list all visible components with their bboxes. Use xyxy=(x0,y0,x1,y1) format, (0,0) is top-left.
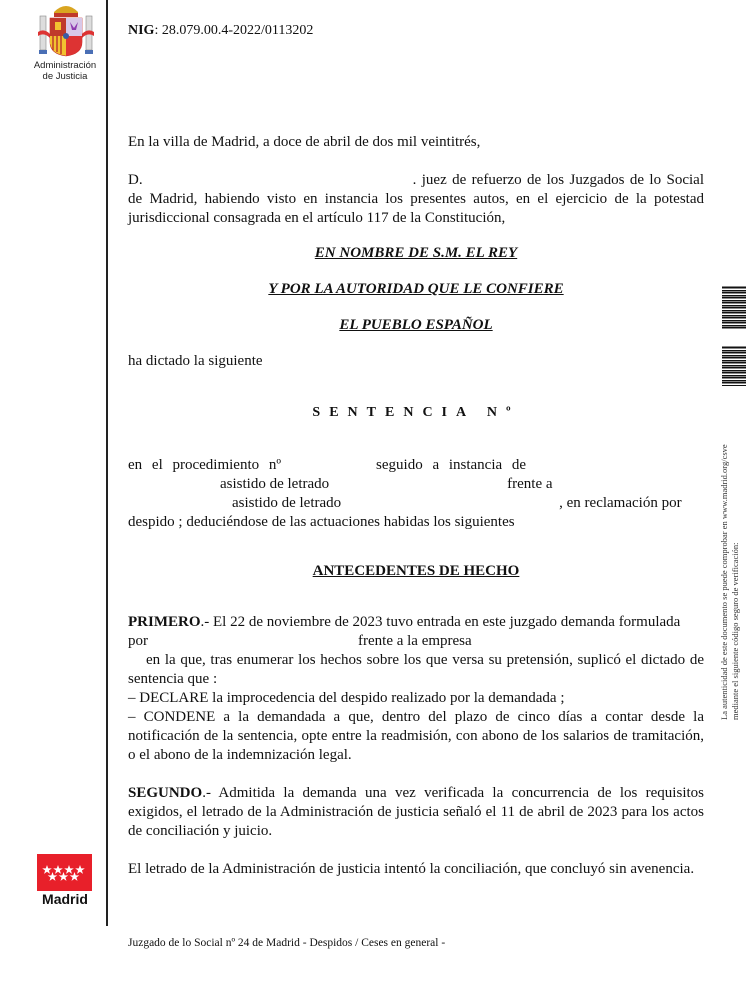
barcode-stripe xyxy=(722,329,746,330)
seal-caption-line-1: Administración xyxy=(33,60,97,71)
primero-label: PRIMERO xyxy=(128,614,201,630)
barcode-bottom xyxy=(722,346,746,386)
title-en-nombre: EN NOMBRE DE S.M. EL REY xyxy=(314,245,518,261)
proc-text-7: despido ; deduciéndose de las actuaciones habidas los siguientes xyxy=(128,514,515,530)
proc-text-5: asistido de letrado xyxy=(232,495,342,511)
primero-text-1: .- El 22 de noviembre de 2023 tuvo entrada en este juzgado demanda formulada xyxy=(200,614,681,630)
document-body xyxy=(128,133,704,879)
primero-text-2b: frente a la empresa xyxy=(358,633,472,649)
primero-condene: – CONDENE a la demandada a que, dentro del plazo de cinco días a contar desde la notificación de la sentencia, opte entre la readmisión, con abono de los salarios de tramitación, o el abono de la indemnización legal. xyxy=(128,709,704,763)
footer-court: Juzgado de lo Social nº 24 de Madrid - Despidos / Ceses en general - xyxy=(128,937,446,949)
madrid-label: Madrid xyxy=(42,891,88,907)
title-pueblo: EL PUEBLO ESPAÑOL xyxy=(339,317,493,333)
procedure-paragraph xyxy=(128,456,704,532)
barcode-top xyxy=(722,286,746,330)
verification-line-1: La autenticidad de este documento se puede comprobar en www.madrid.org/csve xyxy=(719,444,729,720)
primero-text-2a: por xyxy=(128,633,148,649)
margin-divider xyxy=(106,0,108,926)
seal-caption-line-2: de Justicia xyxy=(42,71,88,82)
proc-text-2: seguido a instancia de xyxy=(376,457,527,473)
coat-of-arms-logo xyxy=(36,2,96,58)
segundo-text: .- Admitida la demanda una vez verificada la concurrencia de los requisitos exigidos, el letrado de la Administración de justicia señaló el 11 de abril de 2023 para los actos de conciliación y juicio. xyxy=(128,785,704,839)
antecedentes-title: ANTECEDENTES DE HECHO xyxy=(312,563,520,579)
judge-paragraph-cont: de Madrid, habiendo visto en instancia los presentes autos, en el ejercicio de la potestad jurisdiccional consagrada en el artículo 117 de la Constitución, xyxy=(128,191,704,226)
verification-line-2: mediante el siguiente código seguro de verificación: xyxy=(730,542,740,720)
primero-text-3: en la que, tras enumerar los hechos sobre los que versa su pretensión, suplicó el dictado de sentencia que : xyxy=(128,652,704,687)
judge-paragraph xyxy=(128,171,704,190)
madrid-flag-logo xyxy=(37,854,92,891)
primero-declare: – DECLARE la improcedencia del despido realizado por la demandada ; xyxy=(128,690,565,706)
conciliacion-paragraph: El letrado de la Administración de justicia intentó la conciliación, que concluyó sin avenencia. xyxy=(128,861,695,877)
nig-value: : 28.079.00.4-2022/0113202 xyxy=(154,23,314,38)
primero-paragraph xyxy=(128,613,704,689)
dictado-line: ha dictado la siguiente xyxy=(128,353,263,369)
title-autoridad: Y POR LA AUTORIDAD QUE LE CONFIERE xyxy=(268,281,564,297)
segundo-label: SEGUNDO xyxy=(128,785,203,801)
proc-text-4: frente a xyxy=(507,476,553,492)
judge-text-1: . juez de refuerzo de los Juzgados de lo Social xyxy=(412,172,704,188)
proc-text-1: en el procedimiento nº xyxy=(128,457,282,473)
verification-note xyxy=(719,420,741,720)
proc-text-3: asistido de letrado xyxy=(220,476,330,492)
nig-label: NIG xyxy=(128,23,155,38)
barcode-stripe xyxy=(722,385,746,386)
date-line: En la villa de Madrid, a doce de abril de dos mil veintitrés, xyxy=(128,134,481,150)
proc-text-6: , en reclamación por xyxy=(559,495,682,511)
nig-reference xyxy=(128,23,313,39)
judge-prefix: D. xyxy=(128,172,143,188)
segundo-paragraph xyxy=(128,784,704,841)
seal-caption xyxy=(22,60,108,82)
sentencia-title: SENTENCIA Nº xyxy=(312,405,520,420)
